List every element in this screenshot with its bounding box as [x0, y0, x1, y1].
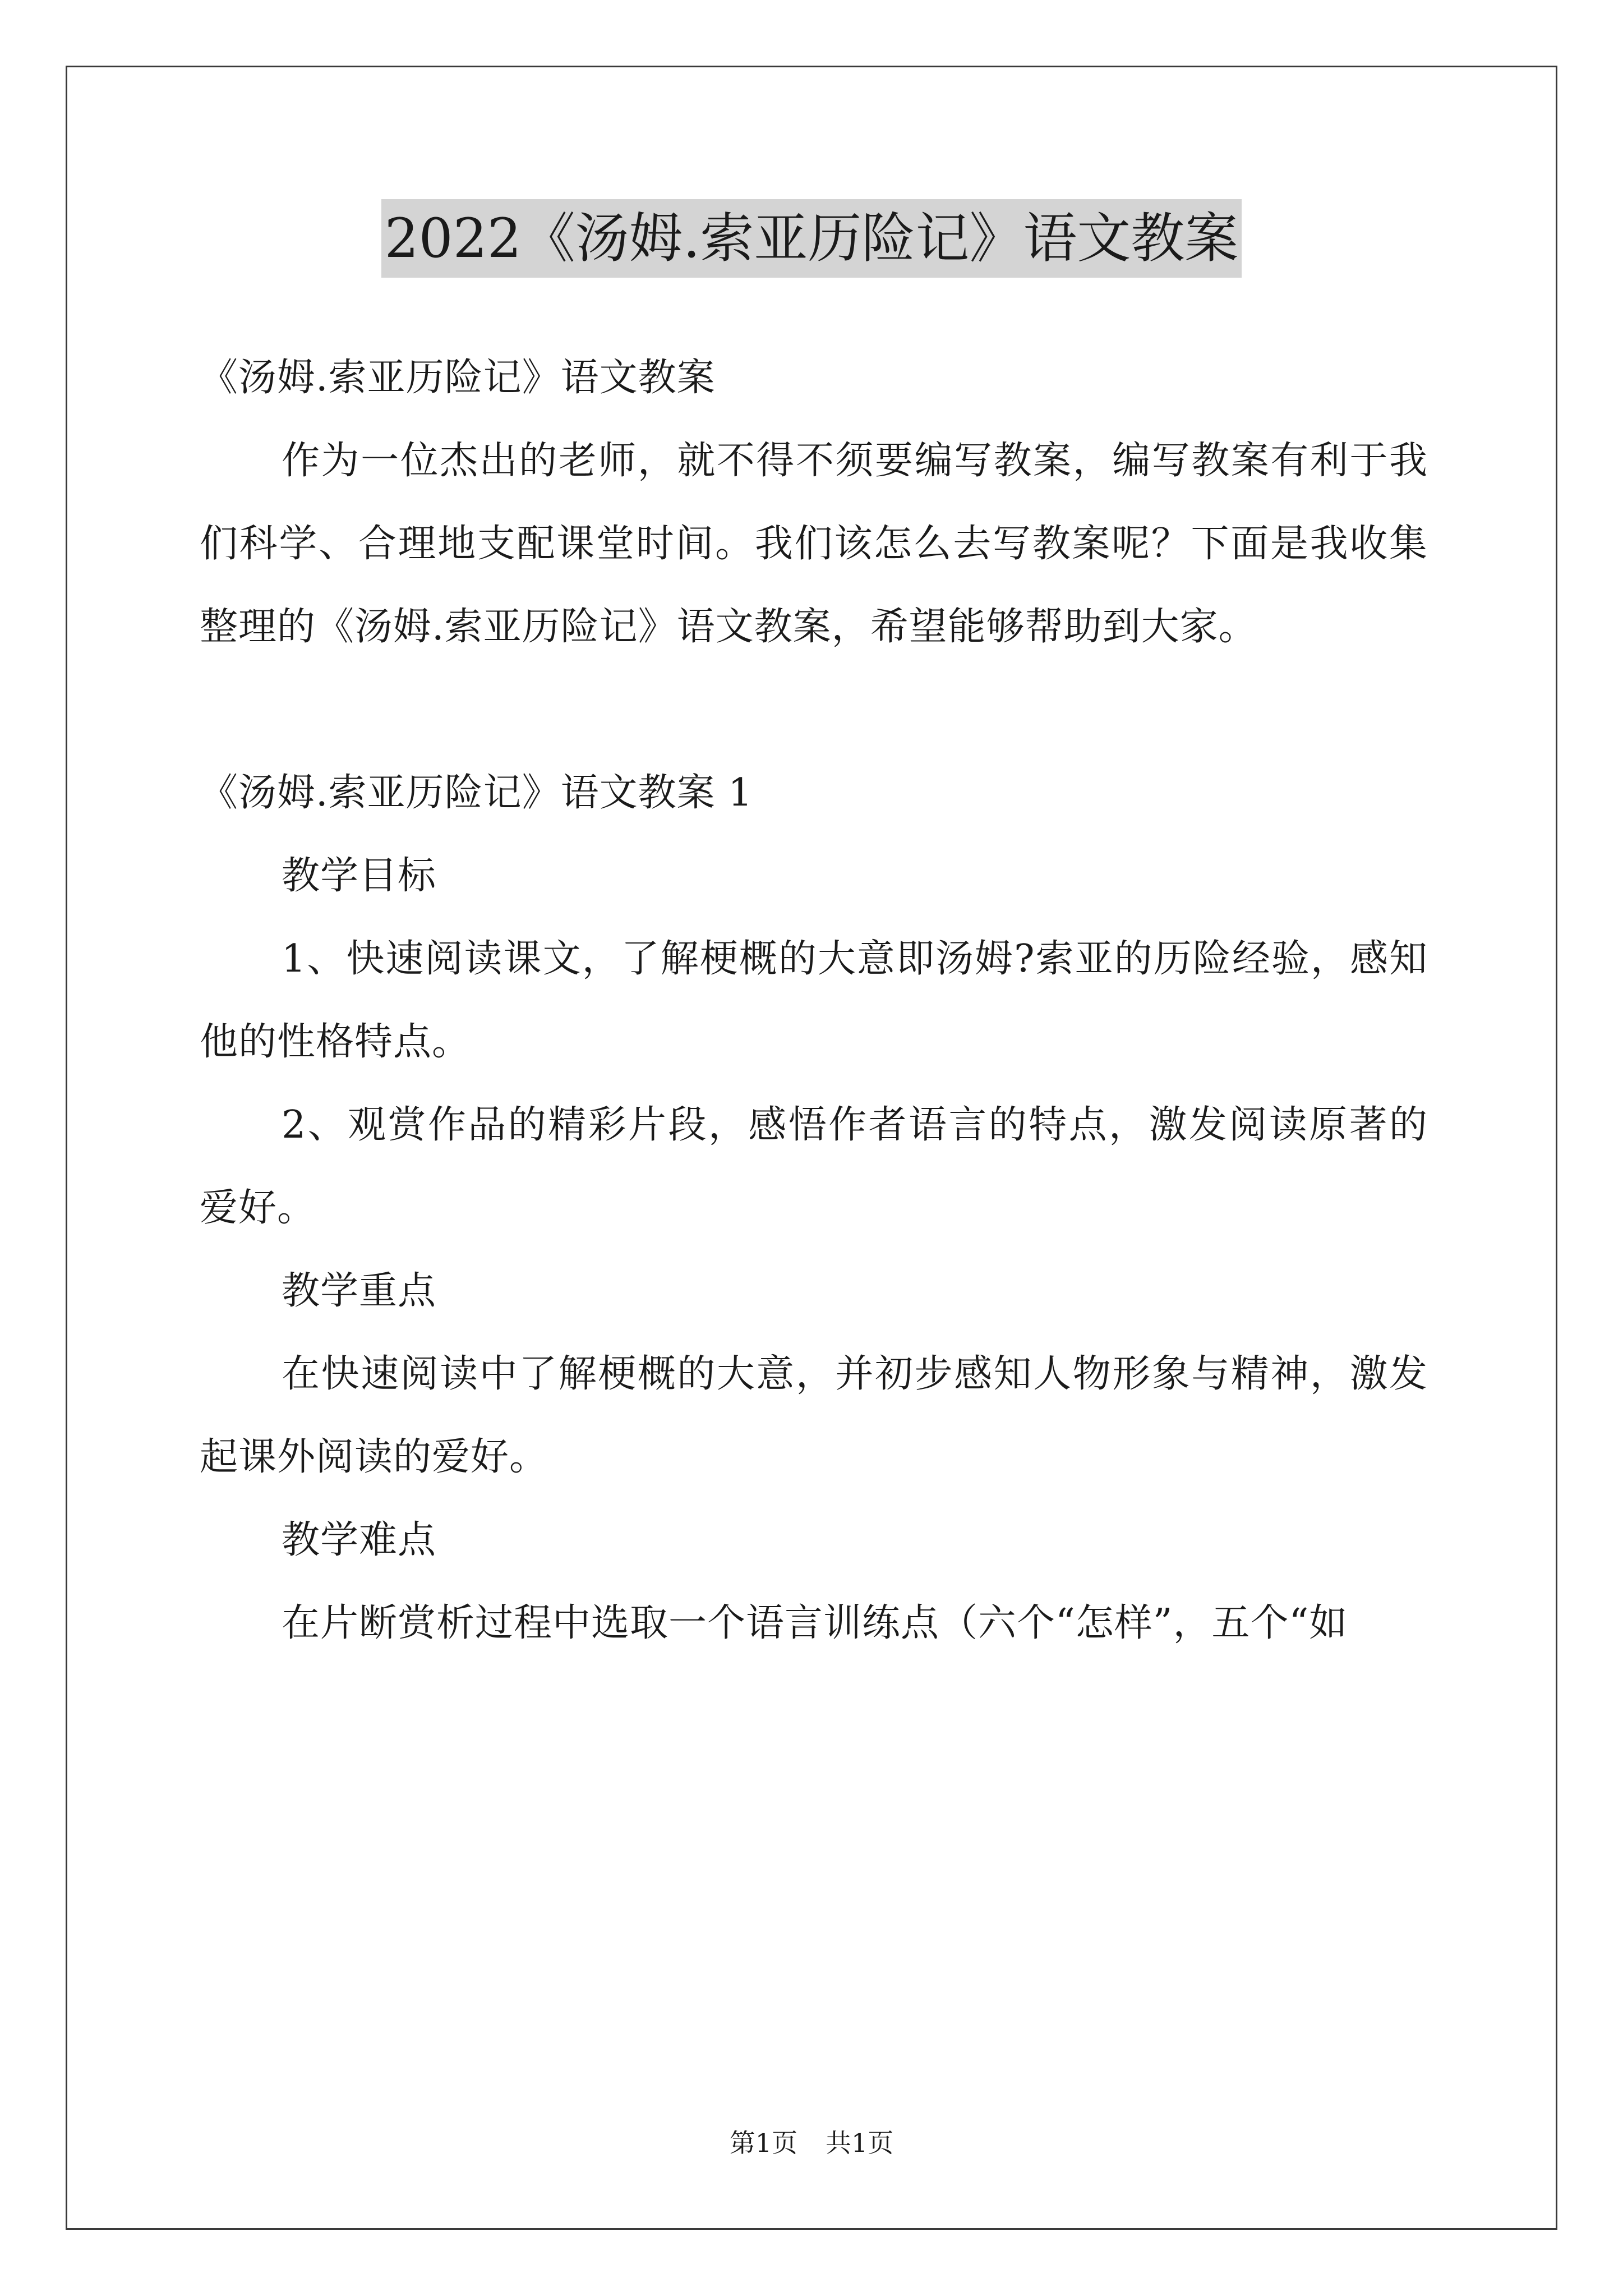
focus-paragraph: 在快速阅读中了解梗概的大意，并初步感知人物形象与精神，激发起课外阅读的爱好。	[200, 1352, 1428, 1479]
title-container	[0, 199, 1623, 278]
page-number: 第1页	[729, 2128, 797, 2158]
document-title: 2022《汤姆.索亚历险记》语文教案	[381, 199, 1242, 278]
heading-teaching-goals: 教学目标	[282, 854, 437, 898]
section-heading: 《汤姆.索亚历险记》语文教案 1	[200, 771, 753, 815]
intro-paragraph: 作为一位杰出的老师，就不得不须要编写教案，编写教案有利于我们科学、合理地支配课堂时间。我们该怎么去写教案呢？下面是我收集整理的《汤姆.索亚历险记》语文教案，希望能够帮助到大家。	[200, 439, 1428, 649]
subtitle: 《汤姆.索亚历险记》语文教案	[200, 356, 716, 400]
page-footer	[0, 2126, 1623, 2160]
document-body	[200, 337, 1428, 1665]
page-total: 共1页	[826, 2128, 894, 2158]
difficulty-paragraph: 在片断赏析过程中选取一个语言训练点（六个“怎样”，五个“如	[282, 1601, 1348, 1645]
blank-line	[200, 669, 1428, 752]
goal-item-2: 2、观赏作品的精彩片段，感悟作者语言的特点，激发阅读原著的爱好。	[200, 1103, 1428, 1230]
heading-teaching-difficulty: 教学难点	[282, 1518, 437, 1562]
heading-teaching-focus: 教学重点	[282, 1269, 437, 1313]
goal-item-1: 1、快速阅读课文，了解梗概的大意即汤姆?索亚的历险经验，感知他的性格特点。	[200, 937, 1428, 1064]
